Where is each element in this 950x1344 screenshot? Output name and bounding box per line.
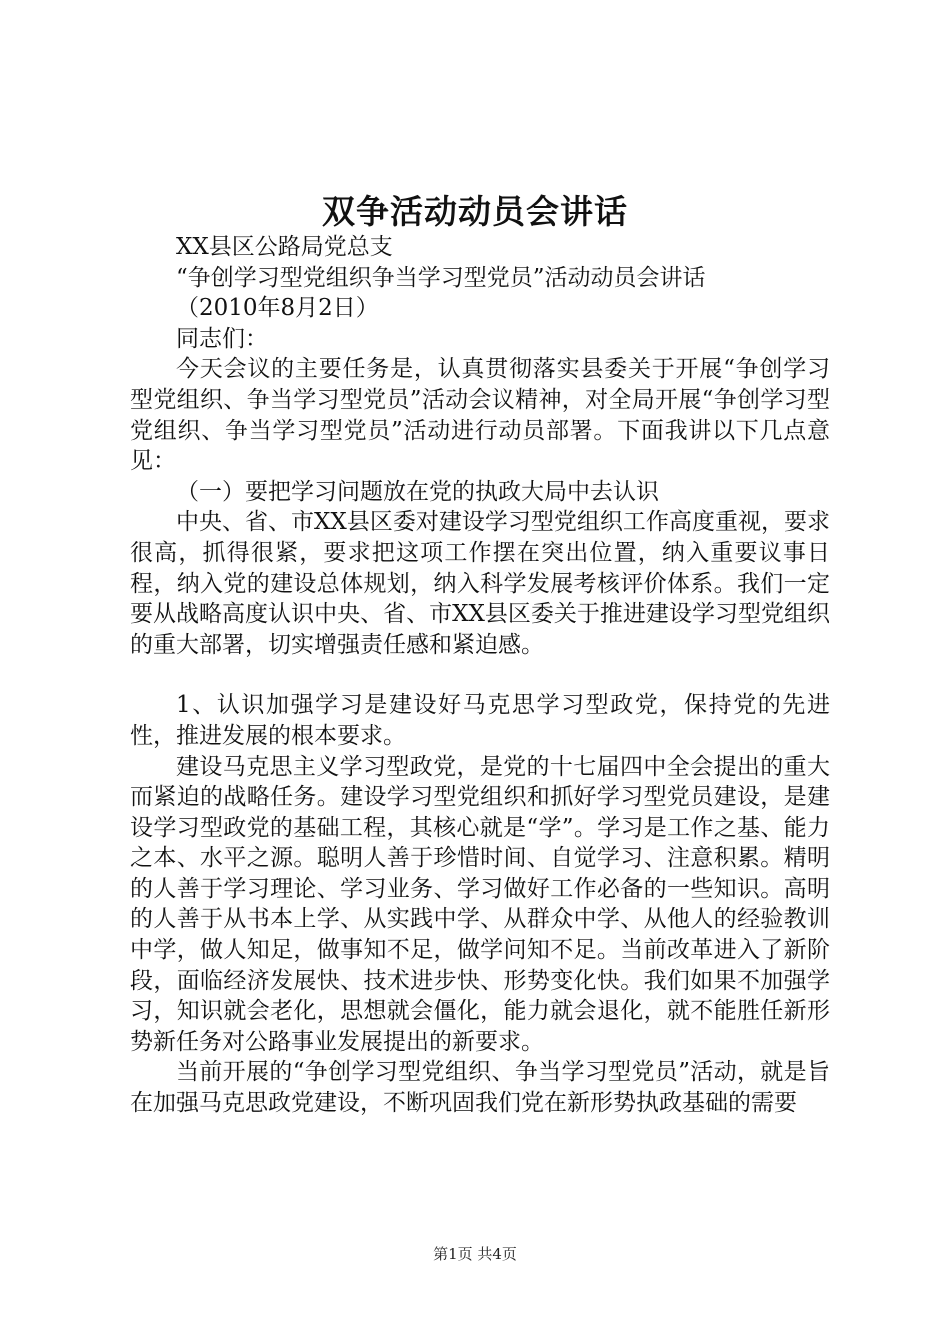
page-number-footer: 第1页 共4页: [433, 1245, 517, 1263]
paragraph-section-1: 中央、省、市XX县区委对建设学习型党组织工作高度重视，要求很高，抓得很紧，要求把这项工作摆在突出位置，纳入重要议事日程，纳入党的建设总体规划，纳入科学发展考核评价体系。我们一定要从战略高度认识中央、省、市XX县区委关于推进建设学习型党组织的重大部署，切实增强责任感和紧迫感。: [130, 509, 830, 658]
organization-line: XX县区公路局党总支: [176, 234, 393, 260]
point-heading-1: 1、认识加强学习是建设好马克思学习型政党，保持党的先进性，推进发展的根本要求。: [130, 692, 830, 749]
section-heading-1: （一）要把学习问题放在党的执政大局中去认识: [176, 478, 659, 505]
paragraph-intro: 今天会议的主要任务是，认真贯彻落实县委关于开展“争创学习型党组织、争当学习型党员”活动会议精神，对全局开展“争创学习型党组织、争当学习型党员”活动进行动员部署。下面我讲以下几点意见：: [130, 356, 830, 475]
document-body: [130, 232, 830, 1119]
speech-subtitle: “争创学习型党组织争当学习型党员”活动动员会讲话: [176, 264, 706, 291]
paragraph-activity: 当前开展的“争创学习型党组织、争当学习型党员”活动，就是旨在加强马克思政党建设，不断巩固我们党在新形势执政基础的需要: [130, 1059, 830, 1117]
document-title: 双争活动动员会讲话: [322, 192, 628, 231]
speech-date: （2010年8月2日）: [176, 295, 379, 322]
paragraph-point-1: 建设马克思主义学习型政党，是党的十七届四中全会提出的重大而紧迫的战略任务。建设学习型党组织和抓好学习型党员建设，是建设学习型政党的基础工程，其核心就是“学”。学习是工作之基、能力之本、水平之源。聪明人善于珍惜时间、自觉学习、注意积累。精明的人善于学习理论、学习业务、学习做好工作必备的一些知识。高明的人善于从书本上学、从实践中学、从群众中学、从他人的经验教训中学，做人知足，做事知不足，做学问知不足。当前改革进入了新阶段，面临经济发展快、技术进步快、形势变化快。我们如果不加强学习，知识就会老化，思想就会僵化，能力就会退化，就不能胜任新形势新任务对公路事业发展提出的新要求。: [130, 753, 830, 1055]
salutation: 同志们：: [176, 325, 268, 352]
